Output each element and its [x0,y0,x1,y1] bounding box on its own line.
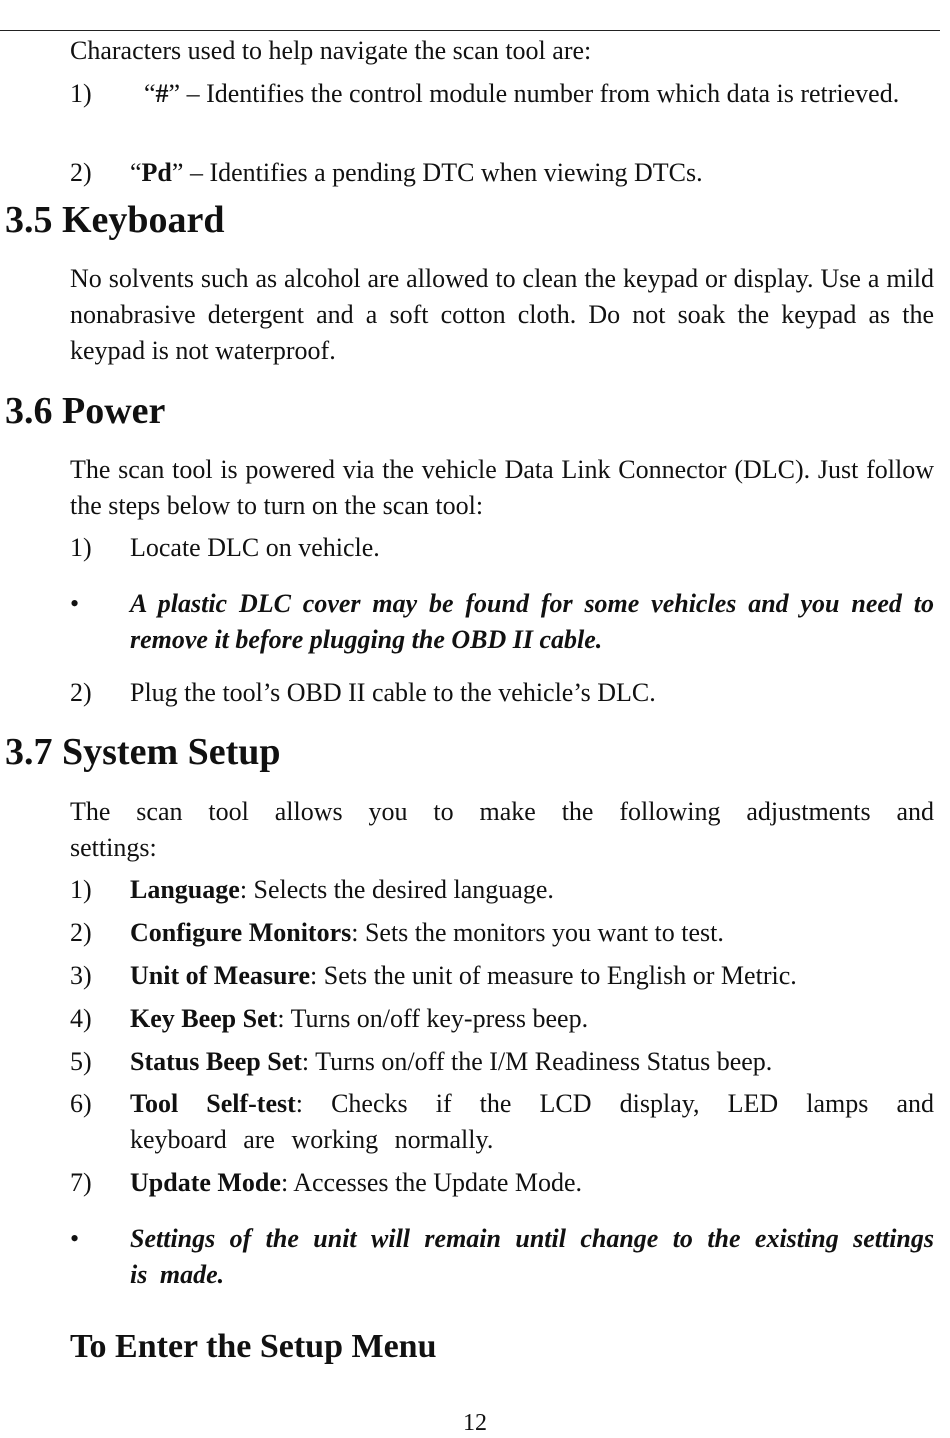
list-item-text: Unit of Measure: Sets the unit of measure to English or Metric. [130,961,797,990]
setup-item-status-beep-set [70,1044,934,1080]
intro-text: Characters used to help navigate the scan tool are: [70,36,592,65]
header-rule [0,30,940,31]
list-item-text: “Pd” – Identifies a pending DTC when viewing DTCs. [130,158,703,187]
list-item-text: Language: Selects the desired language. [130,875,554,904]
power-step-1 [70,530,934,566]
list-item-text: Update Mode: Accesses the Update Mode. [130,1168,583,1197]
power-note [70,586,934,658]
list-number: 2) [70,918,92,947]
setup-item-update-mode [70,1165,934,1201]
list-number: 1) [70,79,92,108]
power-step-2 [70,675,934,711]
setup-item-language [70,872,934,908]
list-number: 3) [70,961,92,990]
setup-paragraph: The scan tool allows you to make the following adjustments and settings: [70,797,934,862]
note-text: Settings of the unit will remain until change to the existing settings is made. [130,1224,934,1289]
setup-item-configure-monitors [70,915,934,951]
heading-power: 3.6 Power [5,390,166,432]
list-item-text: “#” – Identifies the control module number from which data is retrieved. [144,79,900,108]
list-number: 5) [70,1047,92,1076]
heading-keyboard: 3.5 Keyboard [5,199,225,241]
list-item-text: Configure Monitors: Sets the monitors you want to test. [130,918,724,947]
list-number: 1) [70,875,92,904]
list-number: 1) [70,533,92,562]
list-item-text: Locate DLC on vehicle. [130,533,380,562]
setup-item-unit-of-measure [70,958,934,994]
bullet-icon: • [70,589,80,618]
power-paragraph: The scan tool is powered via the vehicle Data Link Connector (DLC). Just follow the steps below to turn on the scan tool: [70,455,934,520]
note-text: A plastic DLC cover may be found for some vehicles and you need to remove it before plugging the OBD II cable. [130,589,934,654]
bullet-icon: • [70,1224,80,1253]
list-item-text: Status Beep Set: Turns on/off the I/M Readiness Status beep. [130,1047,773,1076]
setup-note [70,1221,934,1293]
keyboard-paragraph: No solvents such as alcohol are allowed to clean the keypad or display. Use a mild nonabrasive detergent and a soft cotton cloth. Do not soak the keypad as the keypad is not waterproof. [70,264,934,365]
subheading-enter-setup-menu: To Enter the Setup Menu [70,1328,437,1365]
page-number: 12 [463,1410,487,1436]
pd-symbol: Pd [141,158,172,187]
setup-item-tool-self-test [70,1086,934,1158]
nav-item-hash [70,76,934,112]
setup-item-key-beep-set [70,1001,934,1037]
list-item-text: Tool Self-test: Checks if the LCD display, LED lamps and keyboard are working normally. [130,1089,934,1154]
nav-item-pd [70,155,934,191]
list-number: 6) [70,1089,92,1118]
heading-system-setup: 3.7 System Setup [5,731,281,773]
hash-symbol: # [155,79,169,108]
list-item-text: Key Beep Set: Turns on/off key-press beep. [130,1004,589,1033]
list-number: 7) [70,1168,92,1197]
list-number: 4) [70,1004,92,1033]
list-number: 2) [70,158,92,187]
list-item-text: Plug the tool’s OBD II cable to the vehicle’s DLC. [130,678,656,707]
list-number: 2) [70,678,92,707]
